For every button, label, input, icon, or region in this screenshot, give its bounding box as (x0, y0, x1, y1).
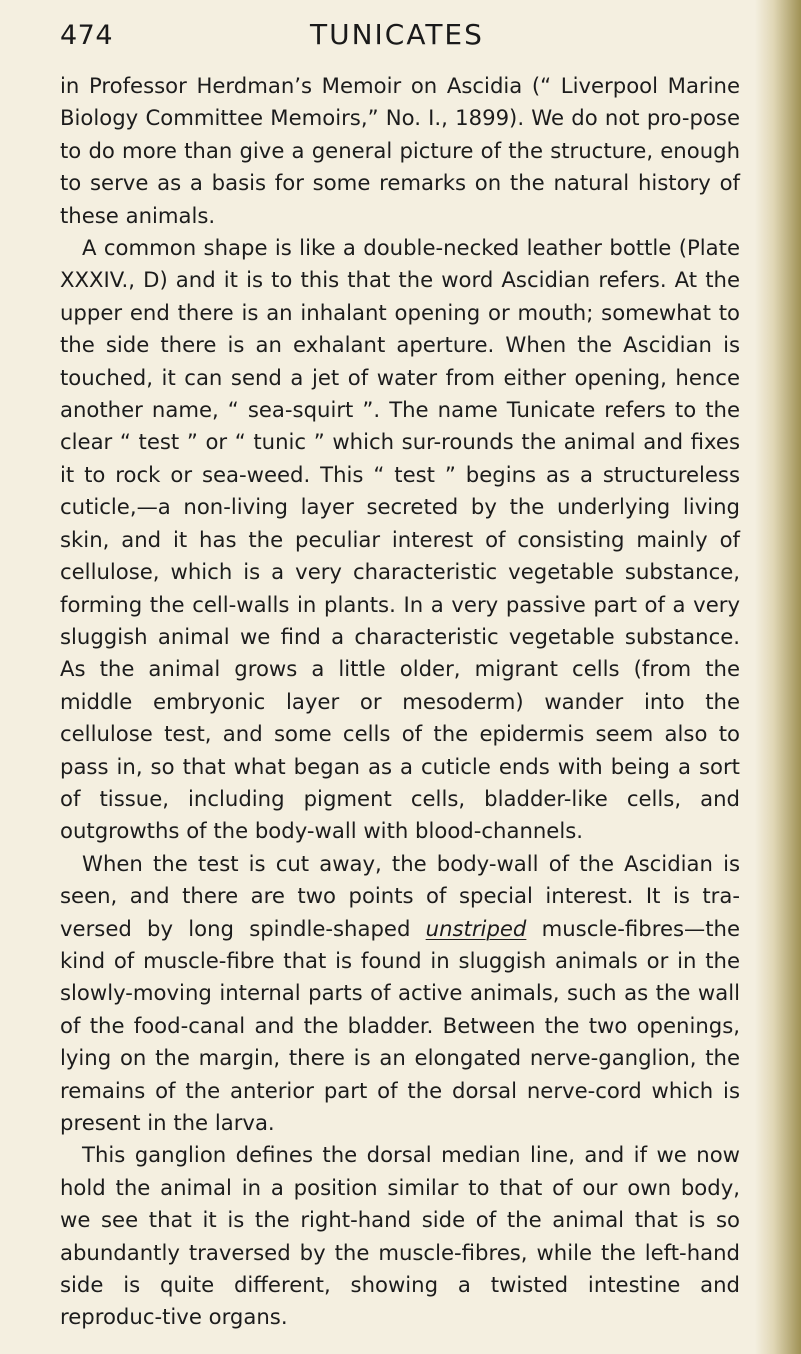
running-head: TUNICATES (310, 18, 484, 51)
body-text (60, 70, 740, 1334)
emphasis-unstriped: unstriped (425, 915, 527, 941)
paragraph-3-before: When the test is cut away, the body-wall of the Ascidian is seen, and there are two points of special interest. It is tra-versed by long spindle-shaped (60, 850, 740, 941)
page-header (0, 10, 801, 60)
page-number: 474 (60, 20, 114, 51)
paragraph-4: This ganglion defines the dorsal median line, and if we now hold the animal in a position similar to that of our own body, we see that it is the right-hand side of the animal that is so abundantly traversed by the muscle-fibres, while the left-hand side is quite different, showing a twisted intestine and reproduc-tive organs. (60, 1142, 740, 1330)
paragraph-3 (60, 848, 740, 1140)
page-edge-shadow (755, 0, 801, 1354)
paragraph-3-after: muscle-fibres—the kind of muscle-fibre that is found in sluggish animals or in the slowly-moving internal parts of active animals, such as the wall of the food-canal and the bladder. Between the two openings, lying on the margin, there is an elongated nerve-ganglion, the remains of the anterior part of the dorsal nerve-cord which is present in the larva. (60, 915, 740, 1135)
paragraph-2: A common shape is like a double-necked leather bottle (Plate XXXIV., D) and it is to this that the word Ascidian refers. At the upper end there is an inhalant opening or mouth; somewhat to the side there is an exhalant aperture. When the Ascidian is touched, it can send a jet of water from either opening, hence another name, “ sea-squirt ”. The name Tunicate refers to the clear “ test ” or “ tunic ” which sur-rounds the animal and fixes it to rock or sea-weed. This “ test ” begins as a structureless cuticle,—a non-living layer secreted by the underlying living skin, and it has the peculiar interest of consisting mainly of cellulose, which is a very characteristic vegetable substance, forming the cell-walls in plants. In a very passive part of a very sluggish animal we find a characteristic vegetable substance. As the animal grows a little older, migrant cells (from the middle embryonic layer or mesoderm) wander into the cellulose test, and some cells of the epidermis seem also to pass in, so that what began as a cuticle ends with being a sort of tissue, including pigment cells, bladder-like cells, and outgrowths of the body-wall with blood-channels. (60, 235, 740, 844)
paragraph-1: in Professor Herdman’s Memoir on Ascidia (“ Liverpool Marine Biology Committee Memoirs,” No. I., 1899). We do not pro-pose to do more than give a general picture of the structure, enough to serve as a basis for some remarks on the natural history of these animals. (60, 73, 740, 228)
